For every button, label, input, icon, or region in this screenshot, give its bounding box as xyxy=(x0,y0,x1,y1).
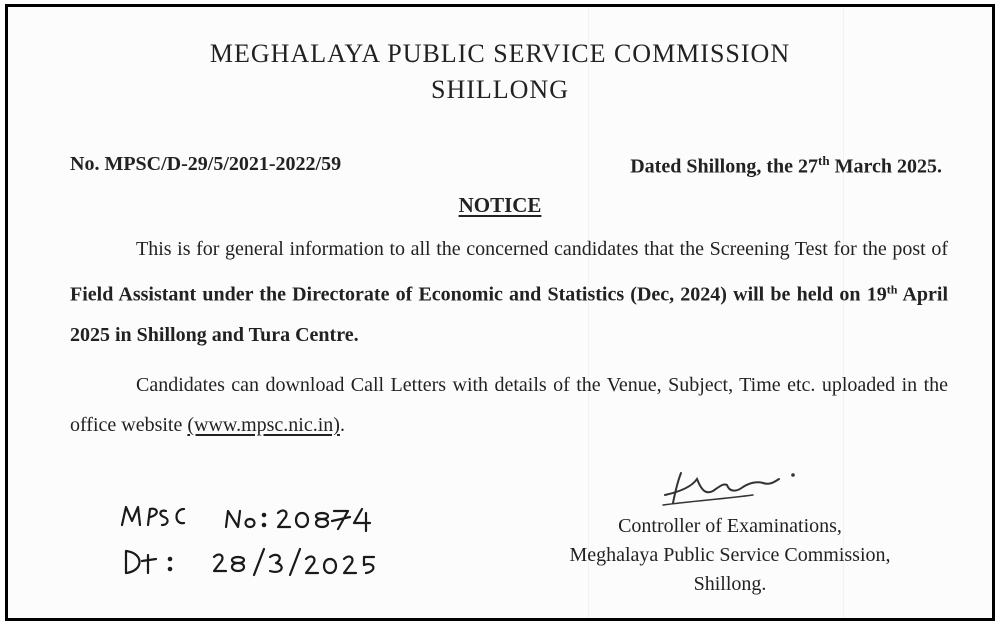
signatory-org: Meghalaya Public Service Commission, xyxy=(569,544,891,566)
notice-paragraph-1 xyxy=(70,229,948,355)
date-ordinal: th xyxy=(818,153,830,168)
org-name: MEGHALAYA PUBLIC SERVICE COMMISSION xyxy=(209,39,791,68)
signatory-city: Shillong. xyxy=(693,573,767,595)
date-line xyxy=(630,153,942,179)
signatory-title: Controller of Examinations, xyxy=(618,515,842,537)
para1-bold-sup: th xyxy=(886,282,898,296)
website-link[interactable]: (www.mpsc.nic.in) xyxy=(187,414,340,436)
para1-bold-b: April 2025 in Shillong and Tura Centre. xyxy=(70,283,949,346)
notice-document xyxy=(5,4,995,621)
para2-text-b: . xyxy=(339,414,345,436)
handwritten-receipt-note xyxy=(118,497,438,587)
date-suffix: March 2025. xyxy=(829,155,942,178)
org-city: SHILLONG xyxy=(431,75,569,104)
para1-bold-a: Field Assistant under the Directorate of Economic and Statistics (Dec, 2024) will be held on 19 xyxy=(70,283,887,306)
signature-mark xyxy=(653,465,833,515)
para1-plain: This is for general information to all the concerned candidates that the Screening Test for the post of xyxy=(136,238,948,260)
notice-title xyxy=(8,193,992,218)
date-prefix: Dated Shillong, the 27 xyxy=(630,155,819,178)
reference-number: No. MPSC/D-29/5/2021-2022/59 xyxy=(70,153,342,175)
para2-text-a: Candidates can download Call Letters with details of the Venue, Subject, Time etc. uploaded in the office website xyxy=(70,374,948,436)
notice-paragraph-2 xyxy=(70,365,948,445)
signatory-block xyxy=(520,512,940,599)
notice-title-text: NOTICE xyxy=(458,193,542,217)
